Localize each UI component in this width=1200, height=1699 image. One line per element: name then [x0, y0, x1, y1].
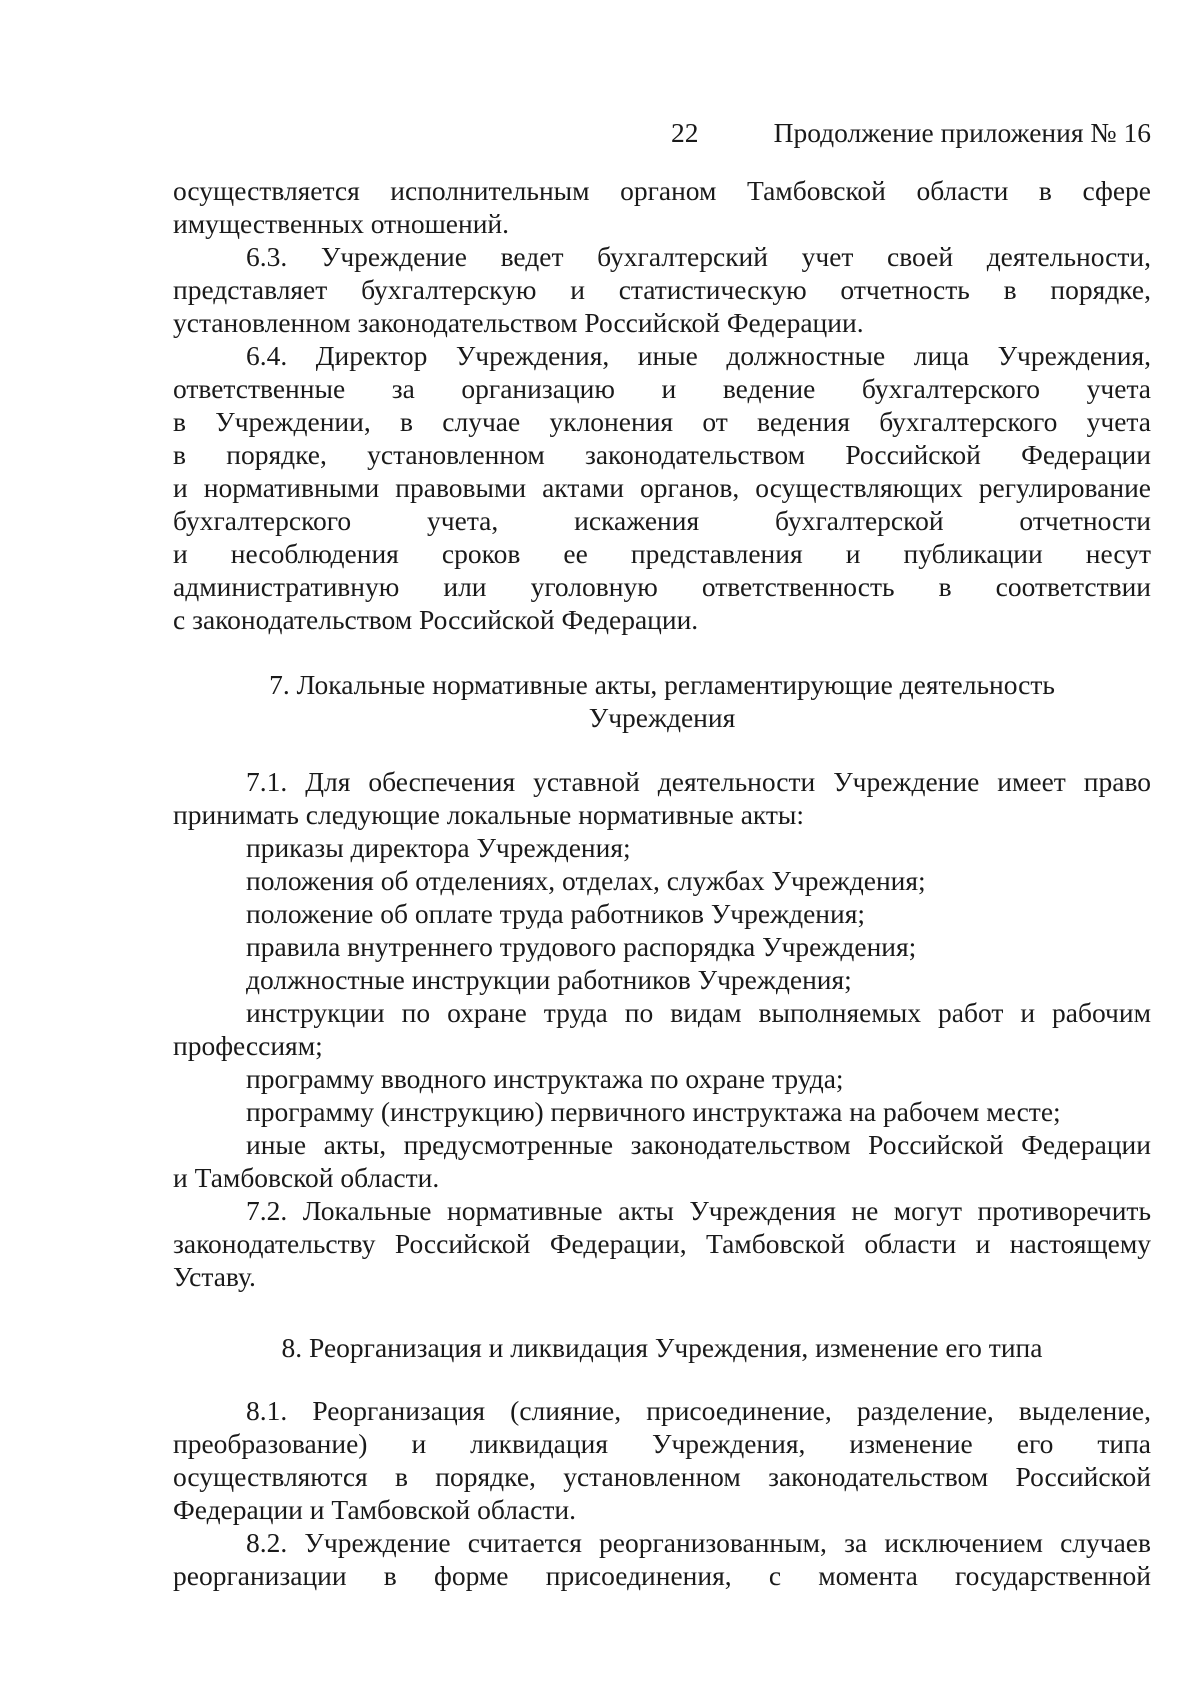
list-item: программу вводного инструктажа по охране труда; [246, 1063, 844, 1094]
text-line: 7.1. Для обеспечения уставной деятельности Учреждение имеет право [246, 766, 1151, 797]
text-line: установленном законодательством Российской Федерации. [173, 307, 864, 338]
list-item-continuation: профессиям; [173, 1030, 323, 1061]
text-line: 8.2. Учреждение считается реорганизованным, за исключением случаев [246, 1527, 1151, 1558]
text-line: 8.1. Реорганизация (слияние, присоединение, разделение, выделение, [246, 1395, 1151, 1426]
list-item: приказы директора Учреждения; [246, 832, 631, 863]
paragraph-7-2 [173, 1194, 1151, 1293]
list-item: должностные инструкции работников Учреждения; [246, 964, 852, 995]
text-line: законодательству Российской Федерации, Тамбовской области и настоящему [173, 1228, 1151, 1259]
text-line: принимать следующие локальные нормативные акты: [173, 799, 805, 830]
text-line: 6.4. Директор Учреждения, иные должностные лица Учреждения, [246, 340, 1151, 371]
text-line: осуществляется исполнительным органом Тамбовской области в сфере [173, 175, 1151, 206]
paragraph-7-1 [173, 765, 1151, 831]
list-item-continuation: и Тамбовской области. [173, 1162, 440, 1193]
text-line: ответственные за организацию и ведение бухгалтерского учета [173, 373, 1151, 404]
heading-line: 7. Локальные нормативные акты, регламентирующие деятельность [269, 669, 1055, 700]
local-acts-list [173, 831, 1151, 1194]
text-line: имущественных отношений. [173, 208, 510, 239]
list-item: программу (инструкцию) первичного инструктажа на рабочем месте; [246, 1096, 1061, 1127]
heading-line: 8. Реорганизация и ликвидация Учреждения, изменение его типа [281, 1332, 1043, 1363]
text-line: и нормативными правовыми актами органов, осуществляющих регулирование [173, 472, 1151, 503]
list-item: положения об отделениях, отделах, службах Учреждения; [246, 865, 926, 896]
section-8-heading [173, 1331, 1151, 1364]
text-line: в порядке, установленном законодательством Российской Федерации [173, 439, 1151, 470]
paragraph-continuation [173, 174, 1151, 240]
paragraph-8-1 [173, 1394, 1151, 1526]
text-line: Уставу. [173, 1261, 256, 1292]
appendix-continuation-title: Продолжение приложения № 16 [773, 117, 1151, 148]
text-line: преобразование) и ликвидация Учреждения, изменение его типа [173, 1428, 1151, 1459]
text-line: 7.2. Локальные нормативные акты Учреждения не могут противоречить [246, 1195, 1151, 1226]
paragraph-6-3 [173, 240, 1151, 339]
list-item: иные акты, предусмотренные законодательством Российской Федерации [246, 1129, 1151, 1160]
text-line: Федерации и Тамбовской области. [173, 1494, 576, 1525]
list-item: правила внутреннего трудового распорядка Учреждения; [246, 931, 917, 962]
list-item: положение об оплате труда работников Учреждения; [246, 898, 866, 929]
document-page [173, 108, 1151, 1592]
text-line: и несоблюдения сроков ее представления и публикации несут [173, 538, 1151, 569]
text-line: реорганизации в форме присоединения, с момента государственной [173, 1560, 1151, 1591]
text-line: представляет бухгалтерскую и статистическую отчетность в порядке, [173, 274, 1151, 305]
text-line: с законодательством Российской Федерации. [173, 604, 699, 635]
text-line: бухгалтерского учета, искажения бухгалтерской отчетности [173, 505, 1151, 536]
text-line: осуществляются в порядке, установленном законодательством Российской [173, 1461, 1151, 1492]
heading-line: Учреждения [588, 702, 736, 733]
page-header [173, 108, 1151, 148]
paragraph-6-4 [173, 339, 1151, 636]
page-number: 22 [671, 117, 699, 148]
paragraph-8-2 [173, 1526, 1151, 1592]
text-line: административную или уголовную ответственность в соответствии [173, 571, 1151, 602]
text-line: 6.3. Учреждение ведет бухгалтерский учет своей деятельности, [246, 241, 1151, 272]
text-line: в Учреждении, в случае уклонения от ведения бухгалтерского учета [173, 406, 1151, 437]
section-7-heading [173, 668, 1151, 734]
list-item: инструкции по охране труда по видам выполняемых работ и рабочим [246, 997, 1151, 1028]
